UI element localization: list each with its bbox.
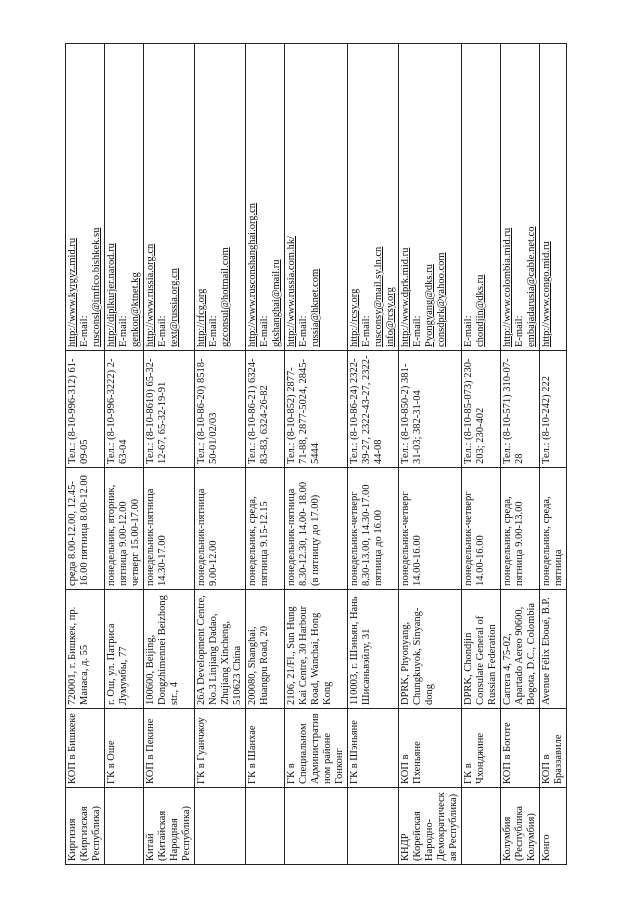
contact-cell: [66, 44, 105, 351]
email-link-secondary[interactable]: consdprk@yahoo.com: [436, 252, 447, 347]
hours-cell: понедельник, среда, пятница 9.00-13.00: [501, 468, 540, 590]
email-link[interactable]: chondjin@dks.ru: [475, 274, 486, 347]
email-label: E-mail:: [118, 315, 129, 347]
office-cell: КОП в Браззавиле: [540, 709, 567, 788]
address-cell: 110003, г. Шэньян, Нань Шисаньвэйлу, 31: [348, 590, 399, 709]
email-label: E-mail:: [259, 315, 270, 347]
table-row: [540, 44, 567, 865]
hours-cell: понедельник, среда, пятница: [540, 468, 567, 590]
address-cell: Carrera 4, 75-02, Apartado Aereo 90600, Bogota, D.C., Colombia: [501, 590, 540, 709]
email-link[interactable]: genkon@ktnet.kg: [130, 272, 141, 347]
country-cell: [348, 788, 399, 865]
website-link[interactable]: http://www.russia.org.cn: [145, 243, 156, 347]
phone-cell: Тел.: (8-10-242) 222: [540, 351, 567, 468]
phone-cell: Тел.: (8-10-996-312) 61-09-05: [66, 351, 105, 468]
phone-cell: Тел.: (8-10-86-21) 6324-83-83, 6324-26-82: [246, 351, 285, 468]
address-cell: 26A Development Centre, No.3 Linjiang Dadao, Zhujiang Xincheng, 510623 China: [195, 590, 246, 709]
table-row: [195, 44, 246, 865]
website-link[interactable]: http://www.dprk.mid.ru: [400, 247, 411, 347]
table-row: [105, 44, 144, 865]
office-cell: ГК в Чхонджине: [462, 709, 501, 788]
phone-cell: Тел.: (8-10-571) 310-07-28: [501, 351, 540, 468]
email-link[interactable]: rusconsy@mail.sy.ln.cn: [373, 246, 384, 347]
email-label: E-mail:: [79, 315, 90, 347]
country-cell: [462, 788, 501, 865]
address-cell: 2106, 21/Fl., Sun Hung Kai Centre, 30 Harbour Road, Wanchai, Hong Kong: [285, 590, 348, 709]
office-cell: ГК в Оше: [105, 709, 144, 788]
contact-cell: [540, 44, 567, 351]
email-link[interactable]: rusconsl@imfico.bishkek.su: [91, 227, 102, 347]
email-link-secondary[interactable]: info@rcsy.org: [385, 287, 396, 347]
email-link[interactable]: Pyongyang@dks.ru: [424, 264, 435, 347]
country-cell: [105, 788, 144, 865]
country-cell: [285, 788, 348, 865]
office-cell: ГК в Шэньяне: [348, 709, 399, 788]
office-cell: КОП в Боготе: [501, 709, 540, 788]
office-cell: ГК в Специальном Административном районе Гонконг: [285, 709, 348, 788]
website-link[interactable]: http://www.colombia.mid.ru: [502, 227, 513, 347]
contact-cell: [501, 44, 540, 351]
table-row: [462, 44, 501, 865]
hours-cell: понедельник, вторник, пятница 9.00-12.00 четверг 15.00-17.00: [105, 468, 144, 590]
website-link[interactable]: http://diplkurjer.narod.ru: [106, 243, 117, 347]
country-cell: Конго: [540, 788, 567, 865]
country-cell: КНДР (Корейская Народно-Демократическая Республика): [399, 788, 462, 865]
office-cell: КОП в Бишкеке: [66, 709, 105, 788]
website-link[interactable]: http://www.kyrgyz.mid.ru: [67, 237, 78, 347]
address-cell: DPRK, Phyonyang, Chungkuyok, Sinyang-dong: [399, 590, 462, 709]
phone-cell: Тел.: (8-10-996-3222) 2-63-04: [105, 351, 144, 468]
address-cell: 200080, Shanghai, Huangpu Road, 20: [246, 590, 285, 709]
address-cell: 100600, Beijing, Dongzhimennei Beizhong str., 4: [144, 590, 195, 709]
email-link[interactable]: gkshanghai@mail.ru: [271, 259, 282, 347]
phone-cell: Тел.: (8-10-86-24) 2322-39-27, 2322-43-27, 2322-44-08: [348, 351, 399, 468]
office-cell: ГК в Гуанчжоу: [195, 709, 246, 788]
table-row: [246, 44, 285, 865]
table-row: [348, 44, 399, 865]
contact-cell: [348, 44, 399, 351]
website-link[interactable]: http://www.russia.com.hk/: [286, 235, 297, 347]
consular-offices-table: [65, 43, 567, 865]
email-link[interactable]: gzconsul@hotmail.com: [220, 247, 231, 347]
country-cell: Китай (Китайская Народная Республика): [144, 788, 195, 865]
hours-cell: понедельник-четверг 14.00-16.00: [399, 468, 462, 590]
table-row: [501, 44, 540, 865]
hours-cell: понедельник-пятница 14.30-17.00: [144, 468, 195, 590]
country-cell: [195, 788, 246, 865]
email-label: E-mail:: [208, 315, 219, 347]
table-body: [66, 44, 567, 865]
table-row: [285, 44, 348, 865]
hours-cell: понедельник-четверг 14.00-16.00: [462, 468, 501, 590]
hours-cell: среда 8.00-12.00, 12.45-16.00 пятница 8.00-12.00: [66, 468, 105, 590]
address-cell: DPRK, Chondjin Consulate General of Russian Federation: [462, 590, 501, 709]
address-cell: г. Ош, ул. Патриса Лумумбы, 77: [105, 590, 144, 709]
contact-cell: [105, 44, 144, 351]
country-cell: [246, 788, 285, 865]
website-link[interactable]: http://www.rusconshanghai.org.cn: [247, 202, 258, 347]
country-cell: Киргизия (Киргизская Республика): [66, 788, 105, 865]
contact-cell: [462, 44, 501, 351]
email-label: E-mail:: [514, 315, 525, 347]
table-row: [66, 44, 105, 865]
website-link[interactable]: http://rfcg.org: [196, 288, 207, 347]
website-link[interactable]: http://rcsy.org: [349, 288, 360, 347]
email-link[interactable]: text@russia.org.cn: [169, 268, 180, 347]
phone-cell: Тел.: (8-10-85-073) 230-203; 230-402: [462, 351, 501, 468]
phone-cell: Тел.: (8-10-850-2) 381-31-03; 382-31-04: [399, 351, 462, 468]
address-cell: 720001, г. Бишкек, пр. Манаса, д. 55: [66, 590, 105, 709]
contact-cell: [399, 44, 462, 351]
email-link[interactable]: embajadarusia@cable.net.co: [526, 226, 537, 347]
email-label: E-mail:: [361, 315, 372, 347]
office-cell: КОП в Пхеньяне: [399, 709, 462, 788]
country-cell: Колумбия (Республика Колумбия): [501, 788, 540, 865]
hours-cell: понедельник-пятница 8.30-12.30, 14.00- 18.00 (в пятницу до 17.00): [285, 468, 348, 590]
table-row: [144, 44, 195, 865]
table-row: [399, 44, 462, 865]
contact-cell: [195, 44, 246, 351]
office-cell: ГК в Шанхае: [246, 709, 285, 788]
hours-cell: понедельник-четверг 8.30-13.00, 14.30-17.00 пятница до 16.00: [348, 468, 399, 590]
email-label: E-mail:: [463, 315, 474, 347]
email-link[interactable]: russia@hknet.com: [310, 268, 321, 347]
address-cell: Avenue Félix Eboué, B.P.: [540, 590, 567, 709]
phone-cell: Тел.: (8-10-852) 2877-71-88, 2877-5024, 2845-5444: [285, 351, 348, 468]
phone-cell: Тел.: (8-10-8610) 65-32-12-67, 65-32-19-91: [144, 351, 195, 468]
website-link[interactable]: http://www.congo.mid.ru: [541, 241, 552, 347]
contact-cell: [246, 44, 285, 351]
email-label: E-mail:: [157, 315, 168, 347]
contact-cell: [144, 44, 195, 351]
office-cell: КОП в Пекине: [144, 709, 195, 788]
email-label: E-mail:: [412, 315, 423, 347]
email-label: E-mail:: [298, 315, 309, 347]
phone-cell: Тел.: (8-10-86-20) 8518-50-01/02/03: [195, 351, 246, 468]
hours-cell: понедельник-пятница 9.00-12.00: [195, 468, 246, 590]
contact-cell: [285, 44, 348, 351]
hours-cell: понедельник, среда, пятница 9.15-12.15: [246, 468, 285, 590]
